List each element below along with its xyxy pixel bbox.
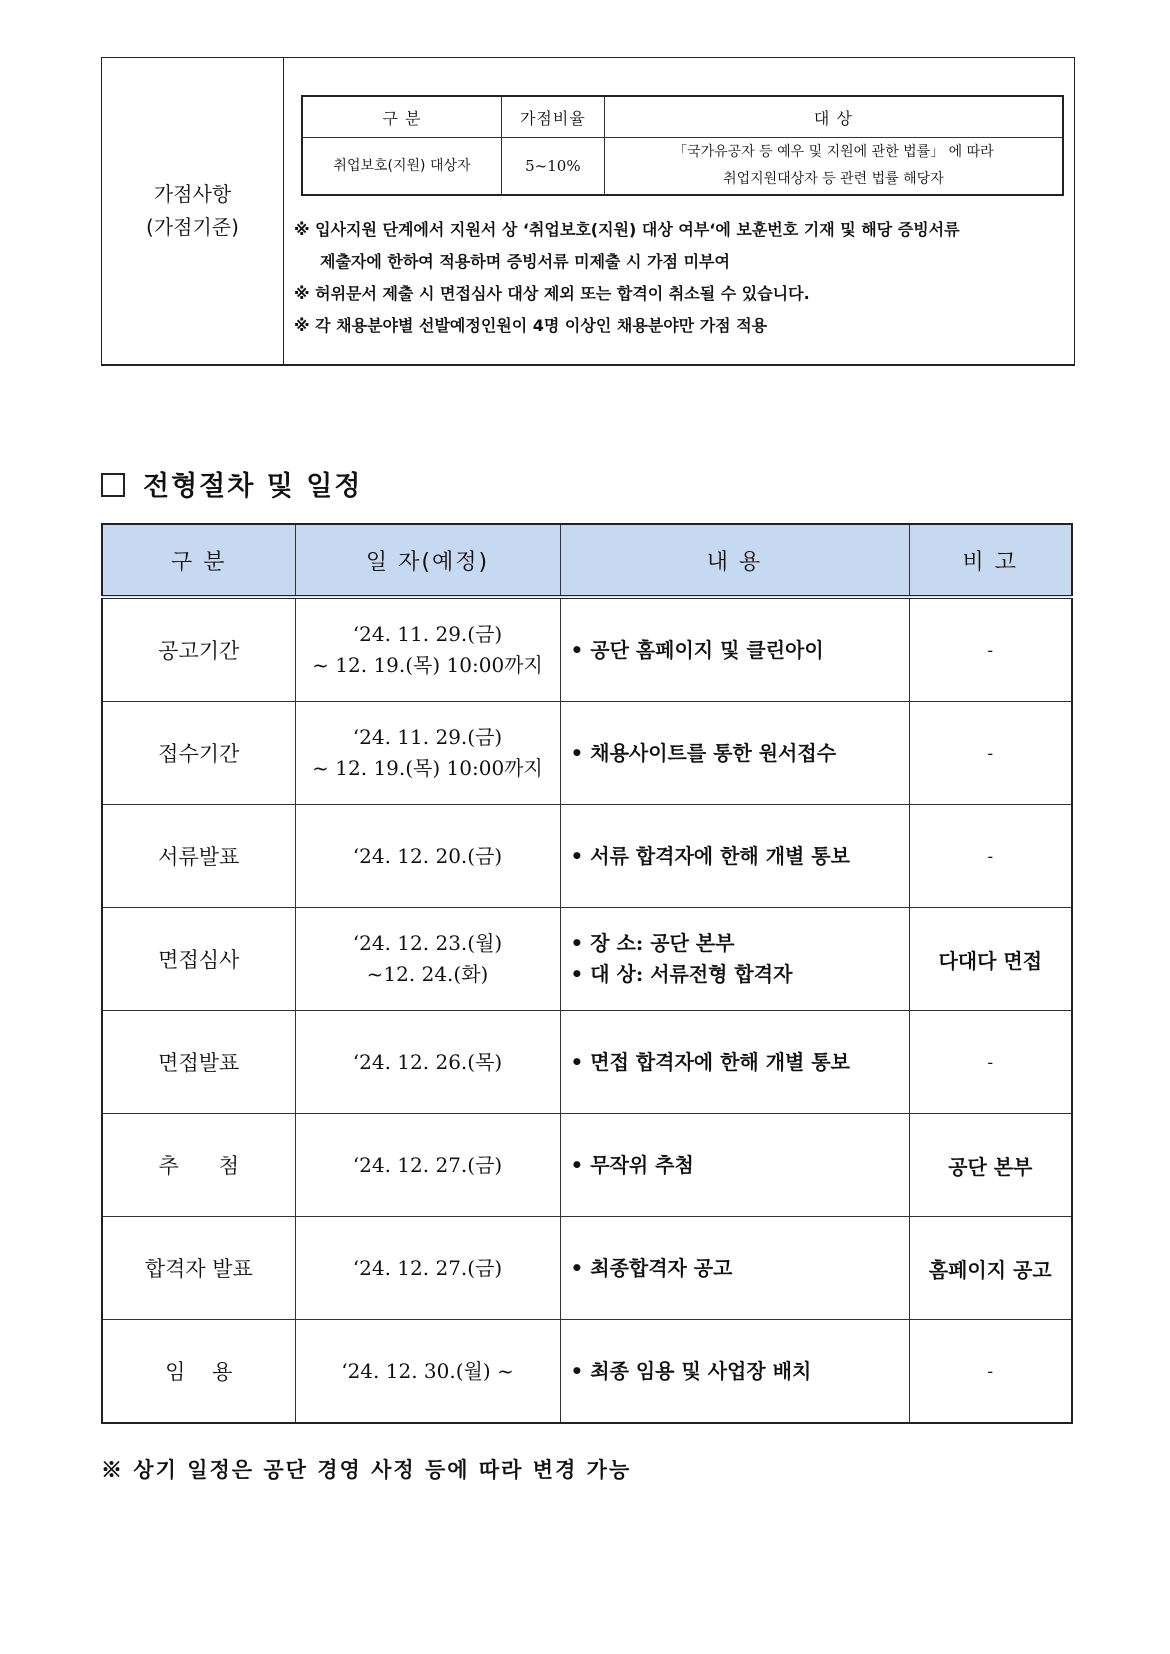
row-date-line: ‘24. 12. 30.(월) ~ (341, 1358, 514, 1383)
table-row (102, 1217, 1072, 1320)
table-row (102, 1320, 1072, 1424)
row-category: 서류발표 (102, 805, 295, 908)
table-row (102, 702, 1072, 805)
row-content-line: • 장 소: 공단 본부 (570, 931, 735, 955)
row-date-line: ‘24. 12. 27.(금) (352, 1255, 503, 1280)
row-content (560, 702, 909, 805)
row-note: - (909, 702, 1072, 805)
row-category: 면접발표 (102, 1011, 295, 1114)
bonus-note: 제출자에 한하여 적용하며 증빙서류 미제출 시 가점 미부여 (320, 252, 730, 271)
row-date-line: ‘24. 12. 23.(월) (352, 931, 503, 955)
row-content-line: • 채용사이트를 통한 원서접수 (570, 740, 837, 765)
header-note: 비 고 (909, 524, 1072, 597)
row-date-line: ‘24. 12. 20.(금) (352, 843, 503, 868)
header-content: 내 용 (560, 524, 909, 597)
row-date-line: ‘24. 11. 29.(금) (352, 622, 503, 646)
row-content-line: • 공단 홈페이지 및 클린아이 (570, 637, 824, 662)
bonus-label-cell (102, 58, 284, 364)
row-date-line: ‘24. 11. 29.(금) (352, 725, 503, 749)
bonus-note: ※ 허위문서 제출 시 면접심사 대상 제외 또는 합격이 취소될 수 있습니다. (294, 284, 810, 303)
row-category: 면접심사 (102, 908, 295, 1011)
row-category: 임 용 (102, 1320, 295, 1424)
row-date (295, 805, 560, 908)
header-date: 일 자(예정) (295, 524, 560, 597)
bonus-target-line1: 「국가유공자 등 예우 및 지원에 관한 법률」 에 따라 (673, 144, 994, 160)
bonus-ratio-table (301, 95, 1064, 196)
bonus-notes (294, 214, 960, 342)
bonus-target-line2: 취업지원대상자 등 관련 법률 해당자 (723, 171, 944, 187)
bonus-target (604, 138, 1063, 196)
bonus-note: ※ 입사지원 단계에서 지원서 상 ‘취업보호(지원) 대상 여부‘에 보훈번호 기재 및 해당 증빙서류 (294, 220, 960, 239)
row-date (295, 908, 560, 1011)
row-content-line: • 면접 합격자에 한해 개별 통보 (570, 1049, 850, 1074)
row-note: 공단 본부 (909, 1114, 1072, 1217)
row-content-line: • 최종합격자 공고 (570, 1255, 733, 1280)
row-date (295, 1114, 560, 1217)
row-date (295, 1011, 560, 1114)
schedule-table (101, 523, 1073, 1424)
row-content-line: • 대 상: 서류전형 합격자 (570, 962, 793, 986)
bonus-note: ※ 각 채용분야별 선발예정인원이 4명 이상인 채용분야만 가점 적용 (294, 316, 768, 335)
table-row (102, 1114, 1072, 1217)
bonus-label-title: 가점사항 (153, 182, 232, 206)
table-row (102, 805, 1072, 908)
row-content-line: • 최종 임용 및 사업장 배치 (570, 1358, 812, 1383)
header-category: 구 분 (102, 524, 295, 597)
section-title-text: 전형절차 및 일정 (143, 471, 363, 502)
row-note: - (909, 597, 1072, 702)
row-content (560, 908, 909, 1011)
row-date-line: ‘24. 12. 26.(목) (352, 1049, 503, 1074)
row-content (560, 805, 909, 908)
table-row (102, 597, 1072, 702)
bonus-category: 취업보호(지원) 대상자 (302, 138, 501, 196)
table-row (102, 908, 1072, 1011)
row-content (560, 597, 909, 702)
row-date (295, 1217, 560, 1320)
row-date-line: ~ 12. 19.(목) 10:00까지 (312, 756, 543, 780)
row-content (560, 1114, 909, 1217)
bonus-header-target: 대 상 (604, 96, 1063, 138)
row-date (295, 1320, 560, 1424)
table-row (302, 138, 1063, 196)
bonus-ratio: 5~10% (501, 138, 604, 196)
row-category: 공고기간 (102, 597, 295, 702)
checkbox-square-icon (101, 473, 125, 497)
bonus-header-category: 구 분 (302, 96, 501, 138)
bonus-header-ratio: 가점비율 (501, 96, 604, 138)
table-row (102, 1011, 1072, 1114)
row-content (560, 1011, 909, 1114)
row-content (560, 1217, 909, 1320)
bonus-label-subtitle: (가점기준) (146, 215, 239, 239)
row-content-line: • 서류 합격자에 한해 개별 통보 (570, 843, 850, 868)
row-note: - (909, 1011, 1072, 1114)
row-category: 합격자 발표 (102, 1217, 295, 1320)
row-category: 접수기간 (102, 702, 295, 805)
row-date-line: ~12. 24.(화) (366, 962, 489, 986)
row-note: 홈페이지 공고 (909, 1217, 1072, 1320)
schedule-footnote: ※ 상기 일정은 공단 경영 사정 등에 따라 변경 가능 (101, 1457, 632, 1482)
row-note: 다대다 면접 (909, 908, 1072, 1011)
row-date-line: ‘24. 12. 27.(금) (352, 1152, 503, 1177)
section-heading (101, 464, 362, 503)
row-date (295, 702, 560, 805)
schedule-header-row (102, 524, 1072, 597)
row-category: 추 첨 (102, 1114, 295, 1217)
row-date (295, 597, 560, 702)
row-date-line: ~ 12. 19.(목) 10:00까지 (312, 653, 543, 677)
row-content (560, 1320, 909, 1424)
row-content-line: • 무작위 추첨 (570, 1152, 694, 1177)
bonus-criteria-box (101, 57, 1075, 366)
row-note: - (909, 1320, 1072, 1424)
row-note: - (909, 805, 1072, 908)
